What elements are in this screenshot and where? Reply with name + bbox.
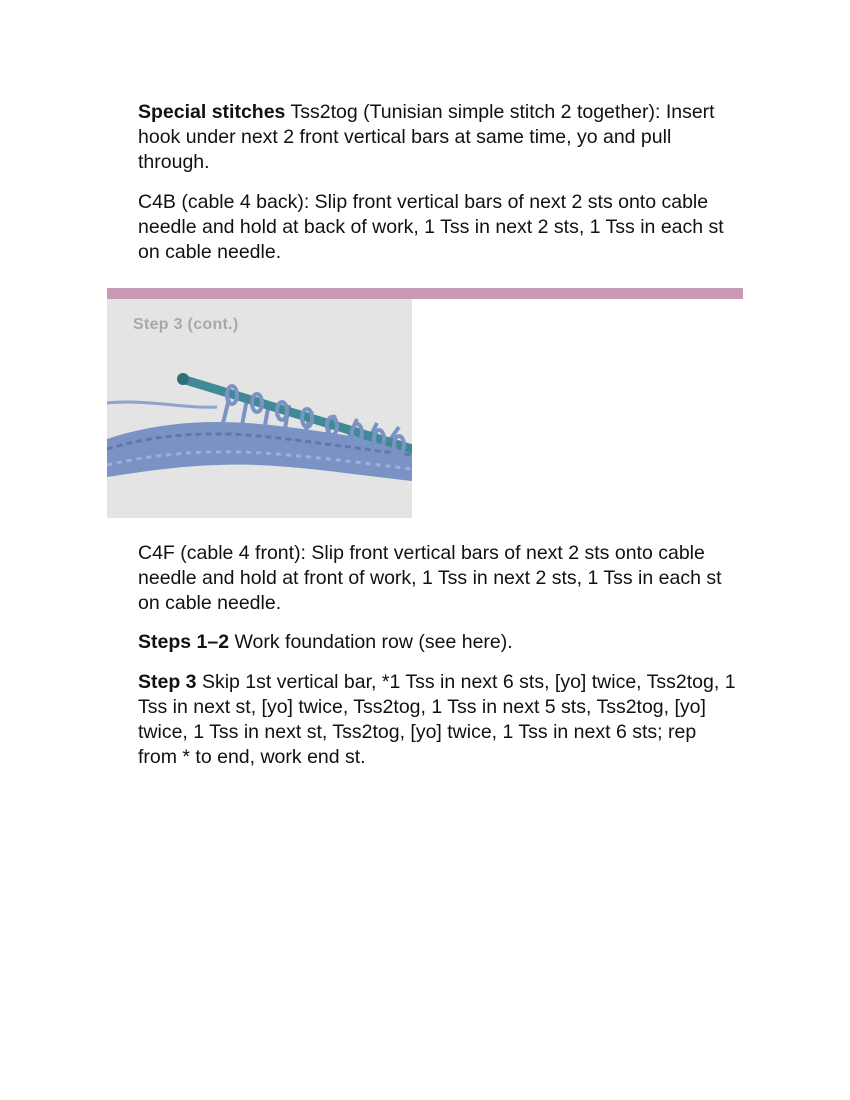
step-3-photo [107, 299, 412, 518]
c4f-text: C4F (cable 4 front): Slip front vertical bars of next 2 sts onto cable needle and hold at front of work, 1 Tss in next 2 sts, 1 Tss in each st on cable needle. [138, 542, 722, 614]
steps-1-2-paragraph [138, 630, 738, 655]
steps-1-2-text: Work foundation row (see here). [229, 631, 513, 653]
step-3-text: Skip 1st vertical bar, *1 Tss in next 6 sts, [yo] twice, Tss2tog, 1 Tss in next st, [yo] twice, Tss2tog, 1 Tss in next 5 sts, Tss2tog, [yo] twice, 1 Tss in next st, Tss2tog, [yo] twice, 1 Tss in next 6 sts; rep from * to end, work end st. [138, 671, 736, 768]
c4b-paragraph [138, 190, 738, 265]
step-3-heading: Step 3 [138, 671, 197, 693]
section-divider [107, 288, 743, 299]
c4b-text: C4B (cable 4 back): Slip front vertical bars of next 2 sts onto cable needle and hold at back of work, 1 Tss in next 2 sts, 1 Tss in each st on cable needle. [138, 191, 724, 263]
photo-caption: Step 3 (cont.) [133, 316, 239, 333]
c4f-paragraph [138, 541, 738, 616]
special-stitches-text: Tss2tog (Tunisian simple stitch 2 together): Insert hook under next 2 front vertical bars at same time, yo and pull through. [138, 101, 715, 173]
special-stitches-heading: Special stitches [138, 101, 286, 123]
steps-1-2-heading: Steps 1–2 [138, 631, 230, 653]
working-yarn [107, 402, 217, 407]
hook-tip [177, 373, 189, 385]
step-3-paragraph [138, 670, 738, 770]
special-stitches-paragraph [138, 100, 738, 175]
